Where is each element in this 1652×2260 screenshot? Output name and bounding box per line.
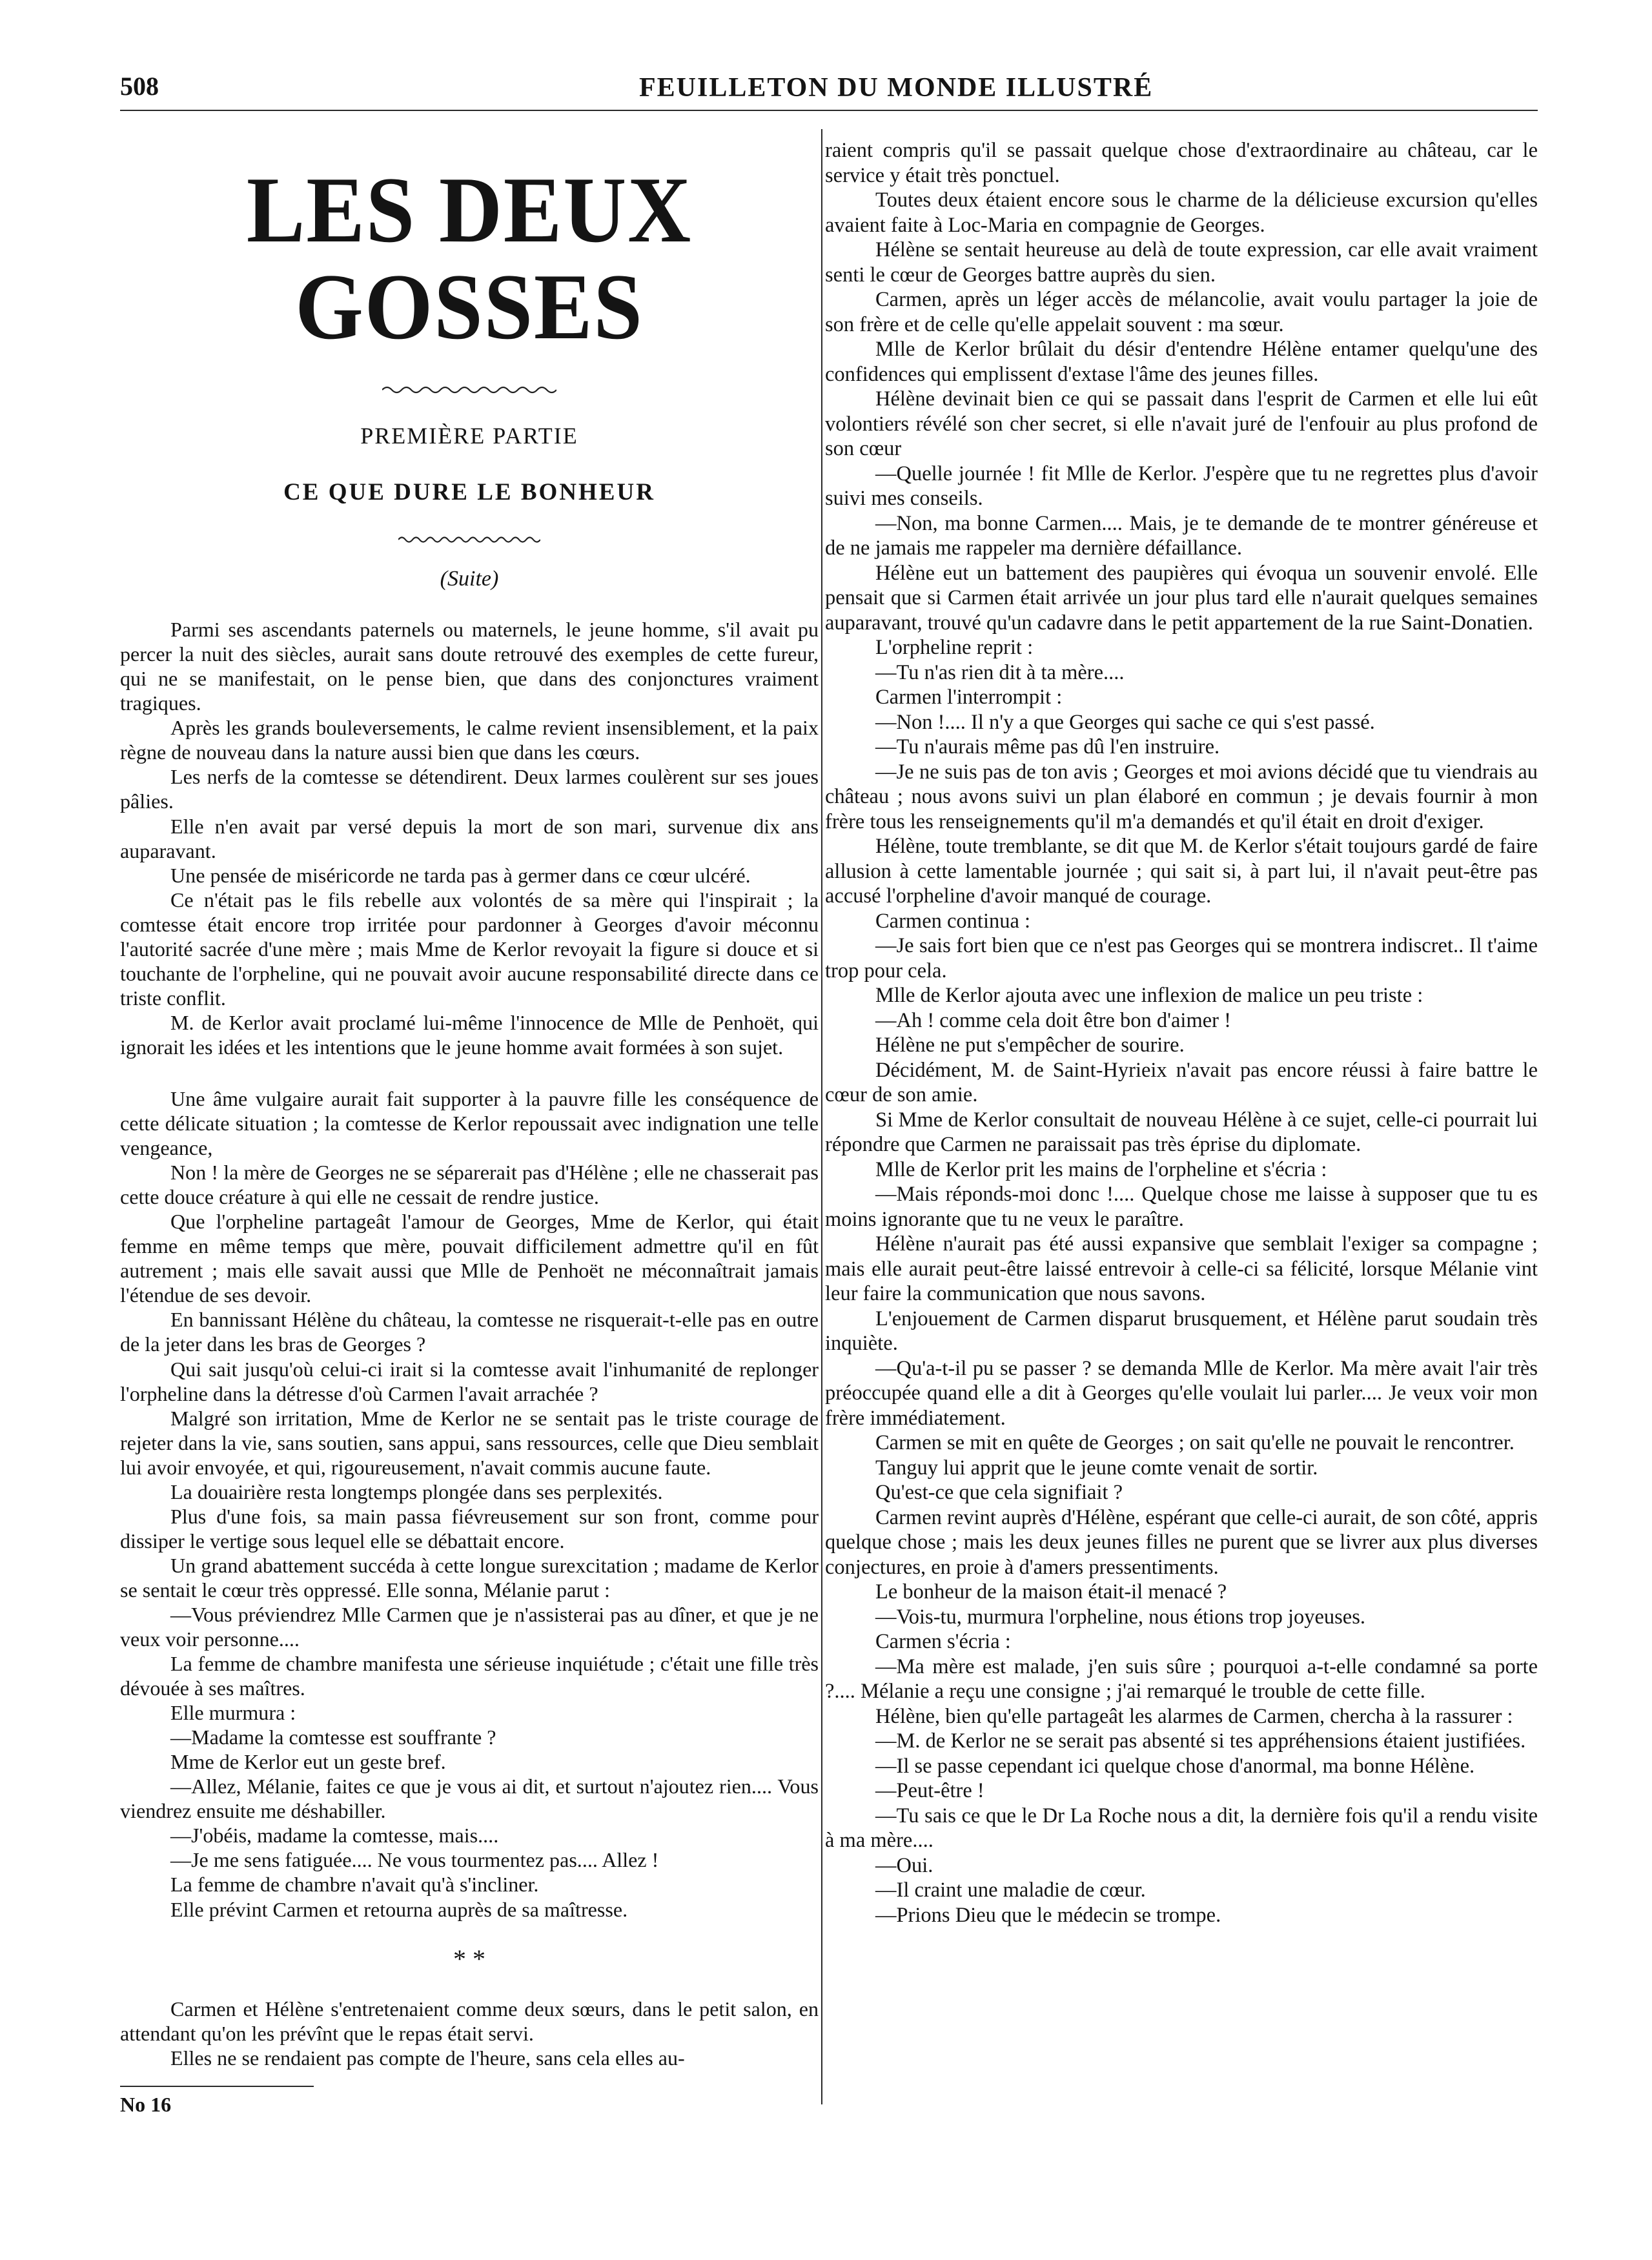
paragraph: Hélène eut un battement des paupières qui évoqua un souvenir envolé. Elle pensait que si Carmen était arrivée un jour plus tard elle n'aurait quelques semaines auparavant, trouvé qu'un cadavre dans le petit appartement de la rue Saint-Donatien. [825, 561, 1538, 635]
paragraph: —Non, ma bonne Carmen.... Mais, je te demande de te montrer généreuse et de ne jamais me rappeler ma dernière défaillance. [825, 511, 1538, 560]
paragraph: Mlle de Kerlor brûlait du désir d'entendre Hélène entamer quelqu'une des confidences qui emplissent d'extase l'âme des jeunes filles. [825, 338, 1538, 386]
wavy-ornament [398, 533, 540, 546]
paragraph: Mlle de Kerlor prit les mains de l'orpheline et s'écria : [875, 1157, 1327, 1181]
paragraph: Carmen s'écria : [875, 1630, 1011, 1653]
paragraph: Si Mme de Kerlor consultait de nouveau Hélène à ce sujet, celle-ci pourrait lui répondre que Carmen ne paraissait pas très éprise du diplomate. [825, 1108, 1538, 1156]
paragraph: —Quelle journée ! fit Mlle de Kerlor. J'espère que tu ne regrettes plus d'avoir suivi mes conseils. [825, 462, 1538, 510]
paragraph: —Non !.... Il n'y a que Georges qui sache ce qui s'est passé. [875, 710, 1375, 734]
paragraph: Le bonheur de la maison était-il menacé ? [875, 1580, 1227, 1603]
paragraph: Carmen se mit en quête de Georges ; on sait qu'elle ne pouvait le rencontrer. [875, 1431, 1514, 1454]
paragraph: —M. de Kerlor ne se serait pas absenté si tes appréhensions étaient justifiées. [875, 1729, 1526, 1753]
paragraph: Une pensée de miséricorde ne tarda pas à germer dans ce cœur ulcéré. [170, 863, 751, 887]
paragraph: Carmen, après un léger accès de mélancolie, avait voulu partager la joie de son frère et de celle qu'elle appelait souvent : ma sœur. [825, 288, 1538, 336]
paragraph: —Je ne suis pas de ton avis ; Georges et moi avions décidé que tu viendrais au château ; nous avons suivi un plan élaboré en commun ; je devais fournir à mon frère tous les renseignements qu'il m'a demandés et qu'il était en droit d'exiger. [825, 760, 1538, 833]
part-heading: PREMIÈRE PARTIE [360, 423, 578, 449]
paragraph: Elle prévint Carmen et retourna auprès de sa maîtresse. [170, 1897, 628, 1921]
paragraph: Que l'orpheline partageât l'amour de Georges, Mme de Kerlor, qui était femme en même temps que mère, pouvait difficilement admettre qu'il en fût autrement ; mais elle savait aussi que Mlle de Penhoët ne méconnaîtrait jamais l'étendue de ses devoir. [120, 1210, 819, 1307]
paragraph: —Peut-être ! [875, 1779, 984, 1802]
paragraph: —Vois-tu, murmura l'orpheline, nous étions trop joyeuses. [875, 1605, 1365, 1629]
paragraph: Elle n'en avait par versé depuis la mort de son mari, survenue dix ans auparavant. [120, 814, 819, 862]
paragraph: En bannissant Hélène du château, la comtesse ne risquerait-t-elle pas en outre de la jeter dans les bras de Georges ? [120, 1308, 819, 1356]
paragraph: Non ! la mère de Georges ne se séparerait pas d'Hélène ; elle ne chasserait pas cette douce créature à qui elle ne cessait de rendre justice. [120, 1161, 819, 1209]
paragraph: Parmi ses ascendants paternels ou maternels, le jeune homme, s'il avait pu percer la nuit des siècles, aurait sans doute retrouvé des exemples de cette fureur, qui ne se manifestait, on le pense bien, que dans des conjonctures vraiment tragiques. [120, 618, 819, 715]
paragraph: Une âme vulgaire aurait fait supporter à la pauvre fille les conséquence de cette délicate situation ; la comtesse de Kerlor repoussait avec indignation une telle vengeance, [120, 1086, 819, 1160]
paragraph: Mlle de Kerlor ajouta avec une inflexion de malice un peu triste : [875, 984, 1423, 1007]
paragraph: Carmen continua : [875, 909, 1031, 933]
paragraph: —Ah ! comme cela doit être bon d'aimer ! [875, 1008, 1231, 1032]
paragraph: —Tu n'as rien dit à ta mère.... [875, 660, 1125, 684]
column-divider [821, 129, 822, 2104]
paragraph: Hélène n'aurait pas été aussi expansive que semblait l'exiger sa compagne ; mais elle aurait peut-être laissé entrevoir à celle-ci sa félicité, lorsque Mélanie vint leur faire la communication que nous savons. [825, 1232, 1538, 1305]
paragraph: Carmen et Hélène s'entretenaient comme deux sœurs, dans le petit salon, en attendant qu'on les prévînt que le repas était servi. [120, 1997, 819, 2045]
paragraph: —J'obéis, madame la comtesse, mais.... [170, 1824, 499, 1848]
paragraph: Elles ne se rendaient pas compte de l'heure, sans cela elles au- [170, 2046, 685, 2070]
paragraph: Malgré son irritation, Mme de Kerlor ne se sentait pas le triste courage de rejeter dans la vie, sans soutien, sans appui, sans ressources, celle que Dieu semblait lui avoir envoyée, et qui, rigoureusement, n'avait commis aucune faute. [120, 1406, 819, 1479]
paragraph: Hélène devinait bien ce qui se passait dans l'esprit de Carmen et elle lui eût volontiers révélé son cher secret, si elle n'avait juré de l'enfouir au plus profond de son cœur [825, 387, 1538, 460]
paragraph: Mme de Kerlor eut un geste bref. [170, 1750, 446, 1774]
paragraph: L'enjouement de Carmen disparut brusquement, et Hélène parut soudain très inquiète. [825, 1307, 1538, 1355]
paragraph: Ce n'était pas le fils rebelle aux volontés de sa mère qui l'inspirait ; la comtesse était encore trop irritée pour pardonner à Georges d'avoir méconnu l'autorité sacrée d'une mère ; mais Mme de Kerlor revoyait la figure si douce et si touchante de l'orpheline, qui ne pouvait avoir aucune responsabilité directe dans ce triste conflit. [120, 888, 819, 1010]
paragraph: M. de Kerlor avait proclamé lui-même l'innocence de Mlle de Penhoët, qui ignorait les idées et les intentions que le jeune homme avait formées à son sujet. [120, 1010, 819, 1059]
paragraph: Toutes deux étaient encore sous le charme de la délicieuse excursion qu'elles avaient faite à Loc-Maria en compagnie de Georges. [825, 188, 1538, 237]
paragraph: —Vous préviendrez Mlle Carmen que je n'assisterai pas au dîner, et que je ne veux voir personne.... [120, 1602, 819, 1651]
wavy-ornament [382, 383, 556, 396]
paragraph: —Prions Dieu que le médecin se trompe. [875, 1903, 1221, 1927]
page-number: 508 [120, 72, 159, 101]
paragraph: —Je sais fort bien que ce n'est pas Georges qui se montrera indiscret.. Il t'aime trop pour cela. [825, 934, 1538, 982]
header-rule [120, 110, 1538, 111]
paragraph: raient compris qu'il se passait quelque chose d'extraordinaire au château, car le service y était très ponctuel. [825, 139, 1538, 187]
paragraph: Après les grands bouleversements, le calme revient insensiblement, et la paix règne de nouveau dans la nature aussi bien que dans les cœurs. [120, 716, 819, 764]
paragraph: Hélène, toute tremblante, se dit que M. de Kerlor s'était toujours gardé de faire allusion à cette lamentable journée ; qui sait si, à part lui, il n'avait peut-être pas accusé l'orpheline d'avoir manqué de courage. [825, 835, 1538, 908]
left-column [120, 129, 819, 2117]
footer-rule [120, 2086, 314, 2087]
right-column [825, 138, 1538, 1928]
paragraph: —Tu sais ce que le Dr La Roche nous a dit, la dernière fois qu'il a rendu visite à ma mère.... [825, 1804, 1538, 1852]
paragraph: —Oui. [875, 1853, 933, 1877]
paragraph: Tanguy lui apprit que le jeune comte venait de sortir. [875, 1456, 1318, 1480]
suite-label: (Suite) [440, 567, 499, 591]
paragraph: La douairière resta longtemps plongée dans ses perplexités. [170, 1480, 663, 1503]
paragraph-group [120, 617, 819, 1059]
paragraph: Qui sait jusqu'où celui-ci irait si la comtesse avait l'inhumanité de replonger l'orpheline dans la détresse d'où Carmen l'avait arrachée ? [120, 1357, 819, 1405]
paragraph: Hélène, bien qu'elle partageât les alarmes de Carmen, chercha à la rassurer : [875, 1704, 1513, 1728]
paragraph: Qu'est-ce que cela signifiait ? [875, 1481, 1123, 1504]
section-separator: * * [453, 1944, 485, 1973]
paragraph-group [120, 1997, 819, 2070]
paragraph: —Mais réponds-moi donc !.... Quelque chose me laisse à supposer que tu es moins ignorante que tu ne veux le paraître. [825, 1183, 1538, 1231]
paragraph: Les nerfs de la comtesse se détendirent. Deux larmes coulèrent sur ses joues pâlies. [120, 765, 819, 813]
paragraph: Un grand abattement succéda à cette longue surexcitation ; madame de Kerlor se sentait le cœur très oppressé. Elle sonna, Mélanie parut : [120, 1553, 819, 1602]
paragraph: Hélène se sentait heureuse au delà de toute expression, car elle avait vraiment senti le cœur de Georges battre auprès du sien. [825, 238, 1538, 287]
paragraph-group [120, 1086, 819, 1922]
article-title: LES DEUX GOSSES [246, 158, 693, 359]
paragraph: La femme de chambre manifesta une sérieuse inquiétude ; c'était une fille très dévouée à ses maîtres. [120, 1652, 819, 1700]
paragraph: La femme de chambre n'avait qu'à s'incliner. [170, 1873, 539, 1897]
paragraph: Carmen revint auprès d'Hélène, espérant que celle-ci aurait, de son côté, appris quelque chose ; mais les deux jeunes filles ne purent que se livrer aux plus diverses conjectures, en proie à d'amers pressentiments. [825, 1505, 1538, 1579]
paragraph: Carmen l'interrompit : [875, 686, 1063, 709]
paragraph: —Il craint une maladie de cœur. [875, 1878, 1146, 1902]
paragraph: Elle murmura : [170, 1701, 296, 1725]
paragraph: —Ma mère est malade, j'en suis sûre ; pourquoi a-t-elle condamné sa porte ?.... Mélanie a reçu une consigne ; j'ai remarqué le trouble de cette fille. [825, 1654, 1538, 1703]
paragraph: —Madame la comtesse est souffrante ? [170, 1726, 496, 1749]
running-title: FEUILLETON DU MONDE ILLUSTRÉ [639, 73, 1154, 103]
paragraph: —Qu'a-t-il pu se passer ? se demanda Mlle de Kerlor. Ma mère avait l'air très préoccupée quand elle a dit à Georges qu'elle voulait lui parler.... Je veux voir mon frère immédiatement. [825, 1356, 1538, 1430]
paragraph: —Tu n'aurais même pas dû l'en instruire. [875, 735, 1220, 758]
paragraph: Décidément, M. de Saint-Hyrieix n'avait pas encore réussi à faire battre le cœur de son amie. [825, 1058, 1538, 1106]
paragraph: Plus d'une fois, sa main passa fiévreusement sur son front, comme pour dissiper le vertige sous lequel elle se débattait encore. [120, 1504, 819, 1552]
section-subtitle: CE QUE DURE LE BONHEUR [283, 479, 655, 506]
paragraph: Hélène ne put s'empêcher de sourire. [875, 1033, 1185, 1057]
issue-number: No 16 [120, 2092, 172, 2116]
paragraph: L'orpheline reprit : [875, 636, 1034, 659]
paragraph: —Allez, Mélanie, faites ce que je vous ai dit, et surtout n'ajoutez rien.... Vous viendrez ensuite me déshabiller. [120, 1775, 819, 1823]
paragraph: —Il se passe cependant ici quelque chose d'anormal, ma bonne Hélène. [875, 1754, 1475, 1778]
paragraph: —Je me sens fatiguée.... Ne vous tourmentez pas.... Allez ! [170, 1848, 659, 1872]
